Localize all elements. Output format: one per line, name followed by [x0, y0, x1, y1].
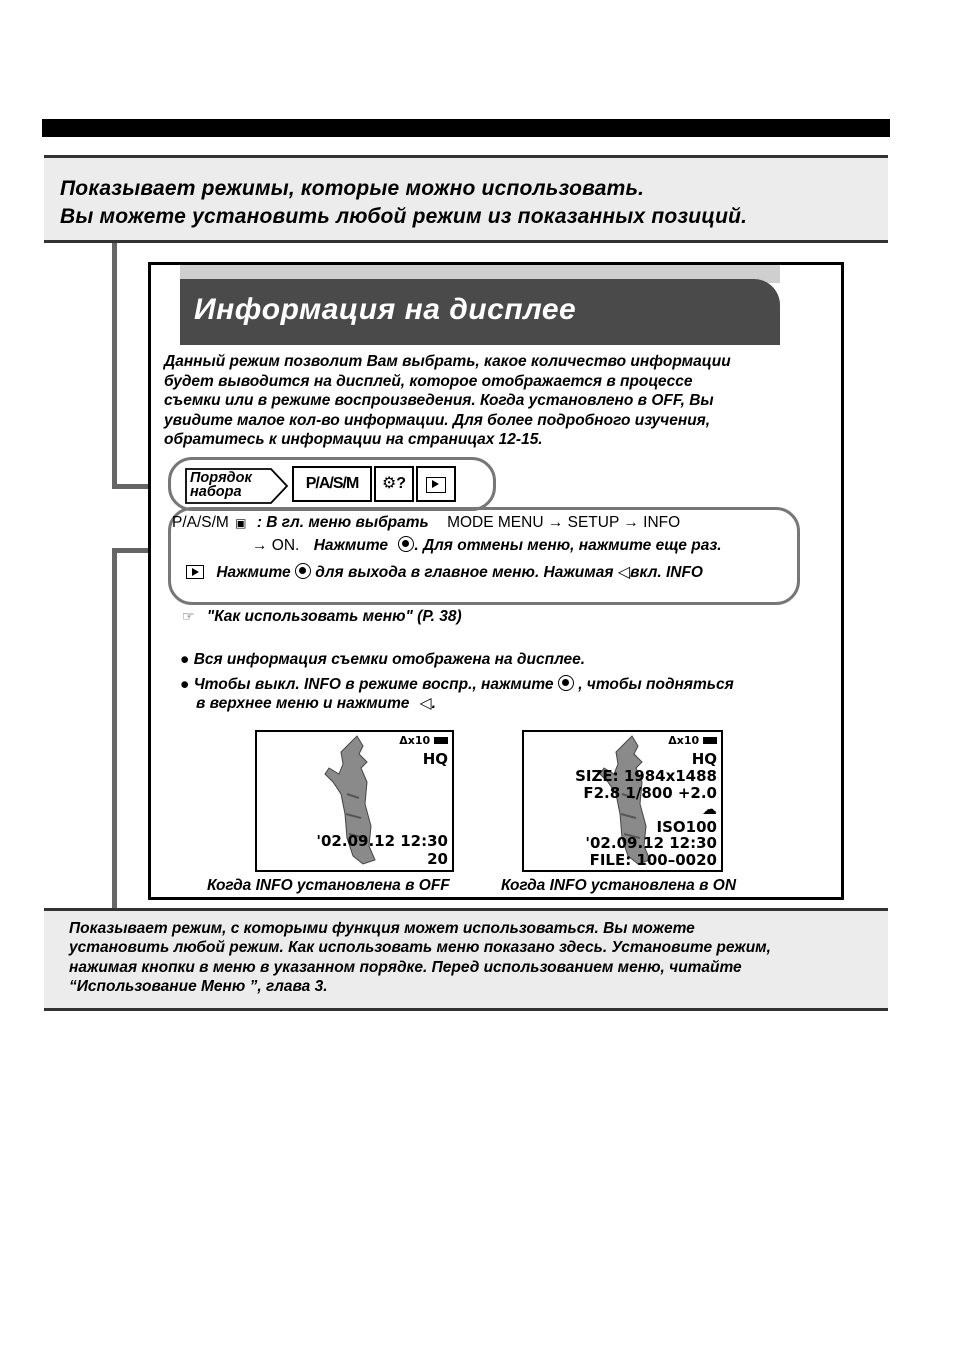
quality-label: HQ [422, 750, 448, 768]
row2-text: . Для отмены меню, нажмите еще раз. [414, 537, 722, 554]
desc-line: будет выводится на дисплей, которое отображается в процессе [164, 372, 693, 390]
bullet-dot: ● [180, 651, 190, 668]
row2-press: Нажмите [313, 537, 389, 554]
order-label [184, 467, 282, 503]
status-bar [399, 734, 448, 747]
zoom-status: x10 [407, 734, 431, 747]
datetime-label: '02.09.12 12:30 [585, 834, 717, 852]
psam-text: P/A/S/M [172, 514, 229, 531]
connector-line-top [112, 243, 117, 489]
battery-icon [703, 737, 717, 744]
row1-menu-path: MODE MENU → SETUP → INFO [447, 514, 681, 531]
caption-on: Когда INFO установлена в ON [501, 877, 737, 894]
bottom-callout [44, 908, 888, 1011]
bullet-2-text: Чтобы выкл. INFO в режиме воспр., нажмите [193, 676, 554, 693]
mode-psam-button [292, 466, 372, 502]
play-icon [426, 477, 446, 493]
instruction-row-3 [186, 562, 703, 582]
top-callout-line2: Вы можете установить любой режим из показанных позиций. [60, 205, 748, 228]
section-header [180, 279, 780, 345]
scene-small-icon: ▣ [235, 516, 247, 530]
bottom-callout-line: нажимая кнопки в меню в указанном порядке. Перед использованием меню, читайте [69, 959, 742, 976]
ok-button-icon [398, 536, 414, 552]
bullet-1-text: Вся информация съемки отображена на дисплее. [193, 651, 586, 668]
order-label-line2: набора [190, 484, 242, 500]
white-balance-cloud-icon: ☁ [702, 800, 717, 818]
delta-icon: Δ [399, 734, 408, 747]
desc-line: увидите малое кол-во информации. Для более подробного изучения, [164, 411, 711, 429]
scene-icon: ⚙? [381, 475, 407, 492]
instruction-row-1 [172, 514, 680, 532]
lcd-info-on [522, 730, 723, 872]
exposure-label: F2.8 1/800 +2.0 [583, 784, 717, 802]
bullet-2 [180, 675, 734, 694]
menu-reference [182, 608, 462, 626]
row2-menu-path: → ON. [252, 537, 300, 554]
ok-button-icon [295, 563, 311, 579]
datetime-label: '02.09.12 12:30 [316, 832, 448, 850]
size-label: SIZE: 1984x1488 [575, 767, 717, 785]
bullet-1 [180, 651, 585, 669]
left-arrow-icon: ◁ [419, 695, 432, 712]
delta-icon: Δ [668, 734, 677, 747]
battery-icon [434, 737, 448, 744]
play-icon [186, 565, 204, 579]
order-label-line1: Порядок [190, 470, 252, 486]
file-label: FILE: 100–0020 [589, 851, 717, 869]
ok-button-icon [558, 675, 574, 691]
top-black-bar [42, 119, 890, 137]
row1-instruction: : В гл. меню выбрать [256, 514, 429, 531]
bottom-callout-line: “Использование Меню ”, глава 3. [69, 978, 328, 995]
status-bar [668, 734, 717, 747]
desc-line: Данный режим позволит Вам выбрать, какое количество информации [164, 353, 731, 370]
mode-scene-button [374, 466, 414, 502]
mode-psam-label: P/A/S/M [305, 475, 359, 492]
bullet-dot: ● [180, 676, 190, 693]
left-arrow-icon: ◁ [617, 564, 631, 581]
bullet-2-text-end: , чтобы подняться [578, 676, 734, 693]
desc-line: съемки или в режиме воспроизведения. Когда установлено в OFF, Вы [164, 392, 714, 410]
section-description [164, 352, 834, 450]
iso-label: ISO100 [656, 818, 717, 836]
bullet-2-cont: в верхнее меню и нажмите ◁. [196, 695, 436, 712]
quality-label: HQ [691, 750, 717, 768]
section-title: Информация на дисплее [194, 293, 577, 326]
frames-remaining: 20 [427, 850, 448, 868]
desc-line: обратитесь к информации на страницах 12-15. [164, 431, 543, 449]
row3-press: Нажмите [216, 564, 291, 581]
row3-text: для выхода в главное меню. Нажимая [315, 564, 614, 581]
instruction-row-2 [252, 536, 722, 555]
bullet-2-line2: в верхнее меню и нажмите [196, 695, 410, 712]
connector-line-bottom [112, 548, 117, 910]
bottom-callout-line: установить любой режим. Как использовать меню показано здесь. Установите режим, [69, 939, 771, 956]
pointing-hand-icon: ☞ [182, 608, 195, 624]
top-callout-line1: Показывает режимы, которые можно использовать. [60, 177, 645, 200]
bottom-callout-line: Показывает режим, с которыми функция может использоваться. Вы можете [69, 920, 695, 937]
lcd-info-off [255, 730, 454, 872]
row3-end: вкл. INFO [630, 564, 703, 581]
zoom-status: x10 [676, 734, 700, 747]
reference-text: "Как использовать меню" (P. 38) [206, 608, 462, 625]
mode-play-button [416, 466, 456, 502]
top-callout [44, 155, 888, 243]
caption-off: Когда INFO установлена в OFF [207, 877, 450, 894]
